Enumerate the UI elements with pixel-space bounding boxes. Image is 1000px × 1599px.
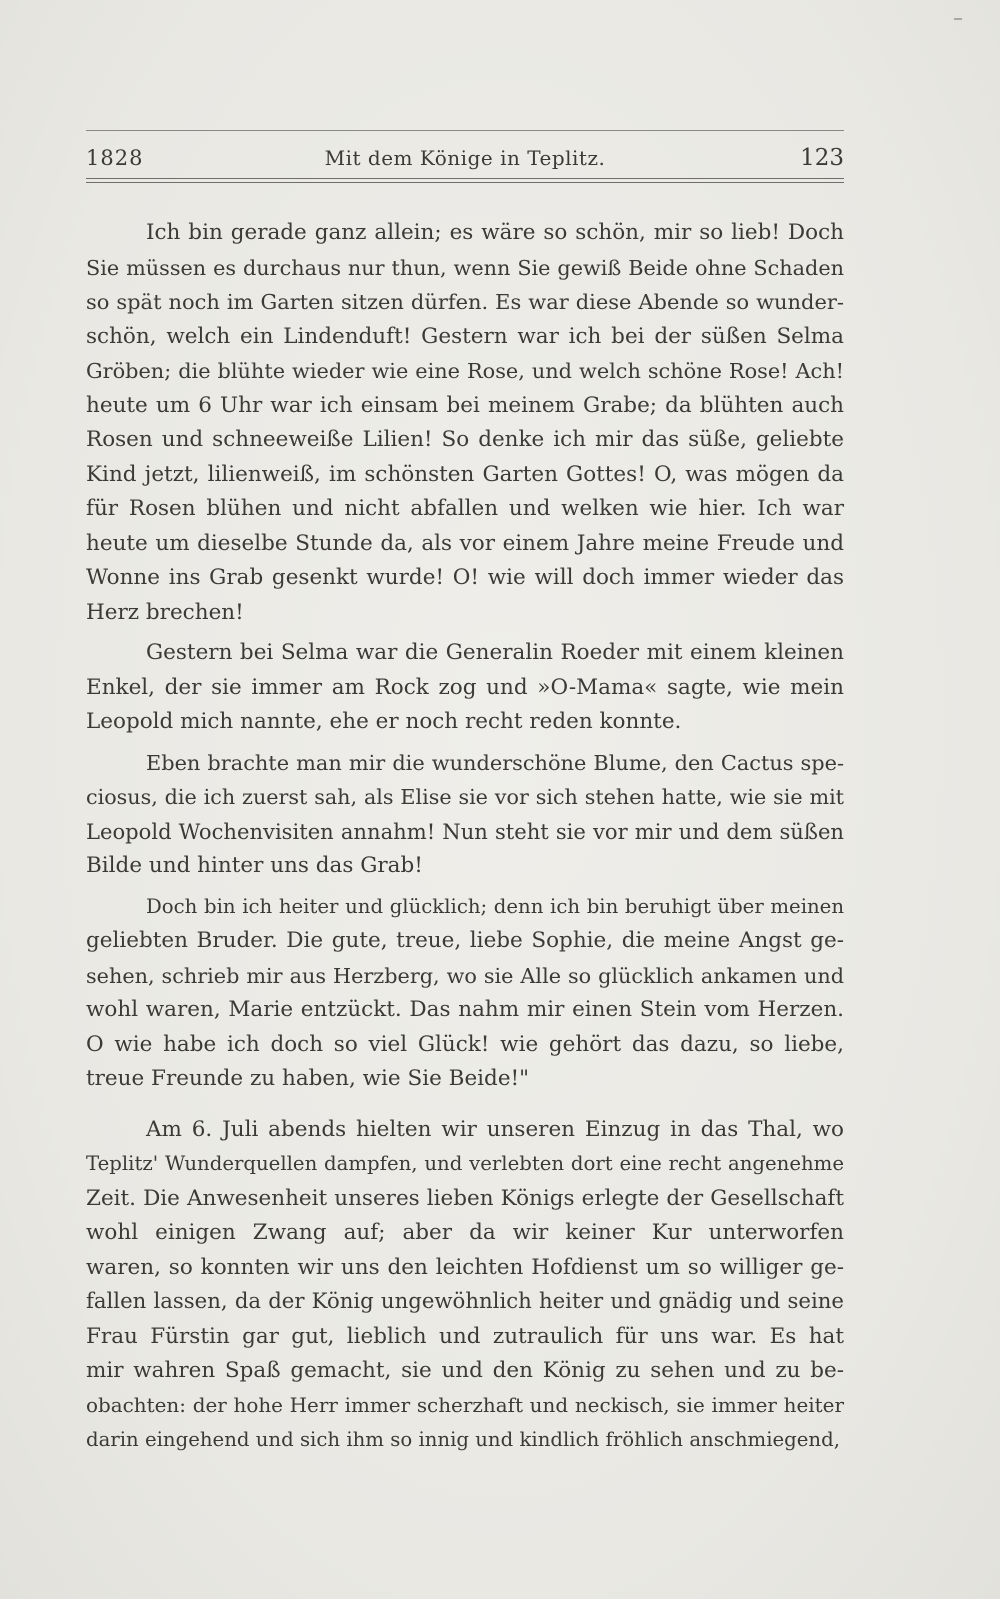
text-line: Leopold mich nannte, ehe er noch recht reden konnte. bbox=[86, 709, 682, 734]
text-line: Frau Fürstin gar gut, lieblich und zutraulich für uns war. Es hat bbox=[86, 1323, 844, 1349]
text-line: Herz brechen! bbox=[86, 599, 244, 625]
text-line: wohl einigen Zwang auf; aber da wir keiner Kur unterworfen bbox=[86, 1220, 844, 1245]
text-line: so spät noch im Garten sitzen dürfen. Es war diese Abende so wunder- bbox=[86, 290, 844, 314]
text-line: schön, welch ein Lindenduft! Gestern war ich bei der süßen Selma bbox=[86, 323, 844, 349]
text-line: mir wahren Spaß gemacht, sie und den König zu sehen und zu be- bbox=[86, 1358, 844, 1383]
paragraph bbox=[86, 890, 844, 1097]
text-line: Doch bin ich heiter und glücklich; denn ich bin beruhigt über meinen bbox=[146, 894, 844, 918]
text-line: Leopold Wochenvisiten annahm! Nun steht sie vor mir und dem süßen bbox=[86, 818, 844, 844]
text-line: darin eingehend und sich ihm so innig und kindlich fröhlich anschmiegend, bbox=[86, 1428, 840, 1451]
text-line: heute um dieselbe Stunde da, als vor einem Jahre meine Freude und bbox=[86, 530, 844, 556]
text-line: Eben brachte man mir die wunderschöne Blume, den Cactus spe- bbox=[146, 750, 844, 775]
text-line: Zeit. Die Anwesenheit unseres lieben Königs erlegte der Gesellschaft bbox=[86, 1185, 844, 1211]
text-line: Gröben; die blühte wieder wie eine Rose, und welch schöne Rose! Ach! bbox=[86, 359, 844, 383]
paragraph bbox=[86, 746, 844, 884]
paragraph bbox=[86, 1113, 844, 1458]
paragraph bbox=[86, 216, 844, 630]
header-year: 1828 bbox=[86, 146, 144, 170]
text-line: Teplitz' Wunderquellen dampfen, und verlebten dort eine recht angenehme bbox=[86, 1152, 844, 1175]
text-line: Kind jetzt, lilienweiß, im schönsten Garten Gottes! O, was mögen da bbox=[86, 461, 844, 487]
header-rule-double bbox=[86, 178, 844, 183]
text-line: obachten: der hohe Herr immer scherzhaft und neckisch, sie immer heiter bbox=[86, 1393, 844, 1417]
text-line: geliebten Bruder. Die gute, treue, liebe Sophie, die meine Angst ge- bbox=[86, 928, 844, 953]
text-line: Ich bin gerade ganz allein; es wäre so schön, mir so lieb! Doch bbox=[146, 220, 844, 245]
text-line: Sie müssen es durchaus nur thun, wenn Sie gewiß Beide ohne Schaden bbox=[86, 255, 844, 280]
text-line: Wonne ins Grab gesenkt wurde! O! wie will doch immer wieder das bbox=[86, 565, 844, 590]
text-line: Rosen und schneeweiße Lilien! So denke ich mir das süße, geliebte bbox=[86, 427, 844, 452]
scan-mark bbox=[954, 18, 962, 20]
header-rule-top bbox=[86, 130, 844, 131]
text-line: sehen, schrieb mir aus Herzberg, wo sie Alle so glücklich ankamen und bbox=[86, 963, 844, 988]
running-header bbox=[86, 141, 844, 175]
page-number: 123 bbox=[800, 145, 844, 171]
paragraph bbox=[86, 636, 844, 740]
text-line: Enkel, der sie immer am Rock zog und »O-Mama« sagte, wie mein bbox=[86, 674, 844, 700]
text-line: Bilde und hinter uns das Grab! bbox=[86, 853, 423, 878]
text-line: wohl waren, Marie entzückt. Das nahm mir einen Stein vom Herzen. bbox=[86, 997, 844, 1022]
header-title: Mit dem Könige in Teplitz. bbox=[324, 146, 606, 170]
text-line: für Rosen blühen und nicht abfallen und welken wie hier. Ich war bbox=[86, 496, 844, 521]
text-line: Am 6. Juli abends hielten wir unseren Einzug in das Thal, wo bbox=[146, 1116, 844, 1142]
paragraph-gap bbox=[86, 1097, 844, 1113]
page-body bbox=[86, 216, 844, 1458]
text-line: waren, so konnten wir uns den leichten Hofdienst um so williger ge- bbox=[86, 1254, 844, 1280]
text-line: Gestern bei Selma war die Generalin Roeder mit einem kleinen bbox=[146, 640, 844, 665]
text-line: heute um 6 Uhr war ich einsam bei meinem Grabe; da blühten auch bbox=[86, 392, 844, 418]
text-line: O wie habe ich doch so viel Glück! wie gehört das dazu, so liebe, bbox=[86, 1031, 844, 1057]
text-line: fallen lassen, da der König ungewöhnlich heiter und gnädig und seine bbox=[86, 1289, 844, 1314]
text-line: treue Freunde zu haben, wie Sie Beide!" bbox=[86, 1066, 530, 1091]
text-line: ciosus, die ich zuerst sah, als Elise sie vor sich stehen hatte, wie sie mit bbox=[86, 785, 844, 809]
